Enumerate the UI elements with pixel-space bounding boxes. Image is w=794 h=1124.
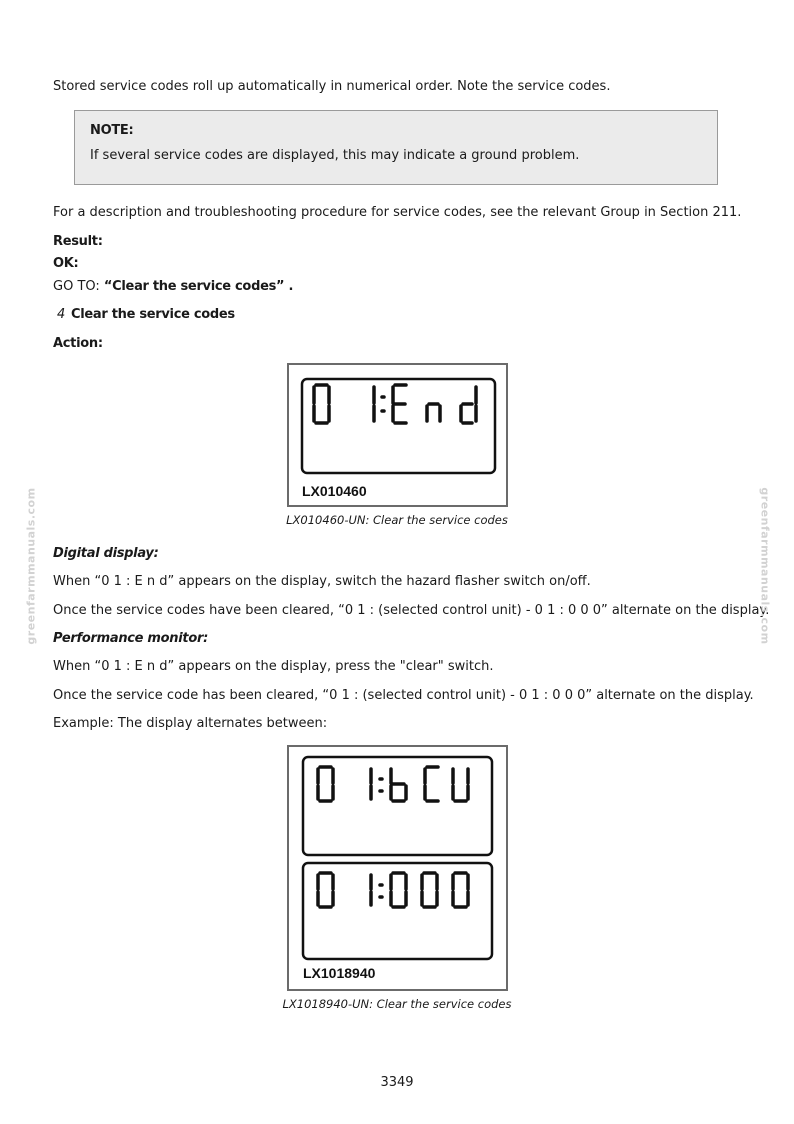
note-title: NOTE: [90, 123, 134, 138]
ok-label: OK: [53, 256, 79, 271]
page-number: 3349 [380, 1075, 414, 1090]
description-paragraph: For a description and troubleshooting procedure for service codes, see the relevant Group in Section 211. [53, 205, 742, 220]
figure-lx010460 [287, 363, 508, 507]
digital-display-line2: Once the service codes have been cleared, “0 1 : (selected control unit) - 0 1 : 0 0 0” alternate on the display. [53, 603, 770, 618]
goto-line [53, 278, 293, 296]
watermark-left: greenfarmmanuals.com [24, 487, 38, 645]
note-text: If several service codes are displayed, this may indicate a ground problem. [90, 148, 580, 163]
performance-monitor-line1: When “0 1 : E n d” appears on the display, press the "clear" switch. [53, 659, 494, 674]
action-label: Action: [53, 336, 103, 351]
lcd-digits-000 [318, 873, 468, 907]
figure1-caption: LX010460-UN: Clear the service codes [286, 513, 508, 527]
step-heading [53, 306, 235, 324]
performance-monitor-line2: Once the service code has been cleared, “0 1 : (selected control unit) - 0 1 : 0 0 0” alternate on the display. [53, 688, 754, 703]
digital-display-line1: When “0 1 : E n d” appears on the display, switch the hazard flasher switch on/off. [53, 574, 591, 589]
step-number: 4 [57, 307, 65, 322]
lcd-display-end [289, 365, 506, 505]
lcd-screen-frame [302, 379, 495, 473]
figure2-caption: LX1018940-UN: Clear the service codes [282, 997, 512, 1011]
figure1-label: LX010460 [302, 483, 367, 499]
watermark-right: greenfarmmanuals.com [758, 487, 772, 645]
intro-paragraph: Stored service codes roll up automatically in numerical order. Note the service codes. [53, 79, 611, 94]
note-box [74, 110, 718, 185]
lcd-digits-end [314, 385, 476, 423]
figure2-label: LX1018940 [303, 965, 376, 981]
digital-display-heading: Digital display: [53, 546, 159, 561]
figure-lx1018940 [287, 745, 508, 991]
result-label: Result: [53, 234, 103, 249]
goto-prefix: GO TO: [53, 279, 100, 294]
step-title: Clear the service codes [70, 307, 235, 322]
goto-link[interactable]: “Clear the service codes” . [103, 279, 294, 294]
example-line: Example: The display alternates between: [53, 716, 328, 731]
lcd-digits-bcu [318, 767, 468, 801]
performance-monitor-heading: Performance monitor: [53, 631, 208, 646]
lcd-display-alternating [289, 747, 506, 989]
